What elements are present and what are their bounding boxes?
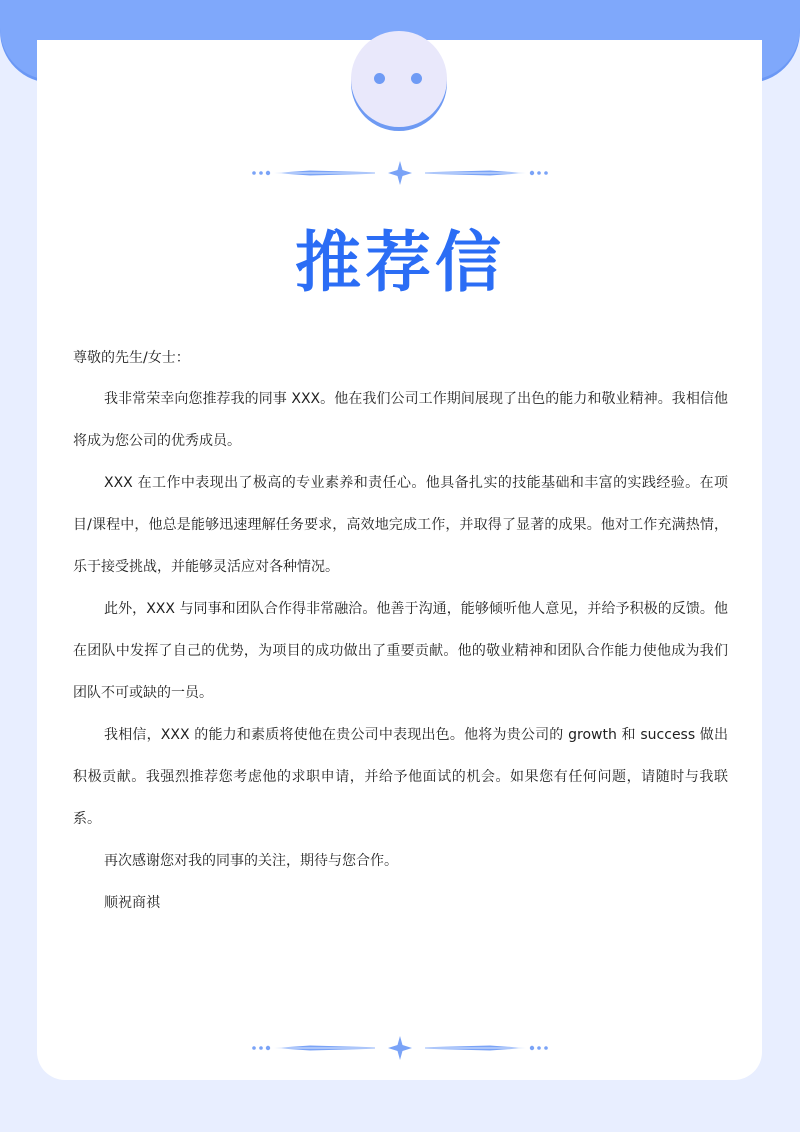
face-emblem <box>351 31 447 127</box>
paragraph-2: XXX 在工作中表现出了极高的专业素养和责任心。他具备扎实的技能基础和丰富的实践经验。在项目/课程中，他总是能够迅速理解任务要求，高效地完成工作，并取得了显著的成果。他对工作充满热情，乐于接受挑战，并能够灵活应对各种情况。 <box>73 475 728 575</box>
paragraph-4: 我相信，XXX 的能力和素质将使他在贵公司中表现出色。他将为贵公司的 growth 和 success 做出积极贡献。我强烈推荐您考虑他的求职申请，并给予他面试的机会。如果您有任何问题，请随时与我联系。 <box>73 727 728 827</box>
closing: 顺祝商祺 <box>104 895 160 911</box>
paragraph-5: 再次感谢您对我的同事的关注，期待与您合作。 <box>104 853 398 869</box>
top-divider-ornament <box>250 158 550 188</box>
left-eye-icon <box>374 73 385 84</box>
paragraph-3: 此外，XXX 与同事和团队合作得非常融洽。他善于沟通，能够倾听他人意见，并给予积极的反馈。他在团队中发挥了自己的优势，为项目的成功做出了重要贡献。他的敬业精神和团队合作能力使他成为我们团队不可或缺的一员。 <box>73 601 728 701</box>
bottom-divider-ornament <box>250 1033 550 1063</box>
paragraph-1: 我非常荣幸向您推荐我的同事 XXX。他在我们公司工作期间展现了出色的能力和敬业精神。我相信他将成为您公司的优秀成员。 <box>73 391 728 449</box>
letter-body <box>73 338 728 924</box>
page-title: 推荐信 <box>295 224 505 301</box>
salutation: 尊敬的先生/女士： <box>73 350 190 366</box>
right-eye-icon <box>411 73 422 84</box>
